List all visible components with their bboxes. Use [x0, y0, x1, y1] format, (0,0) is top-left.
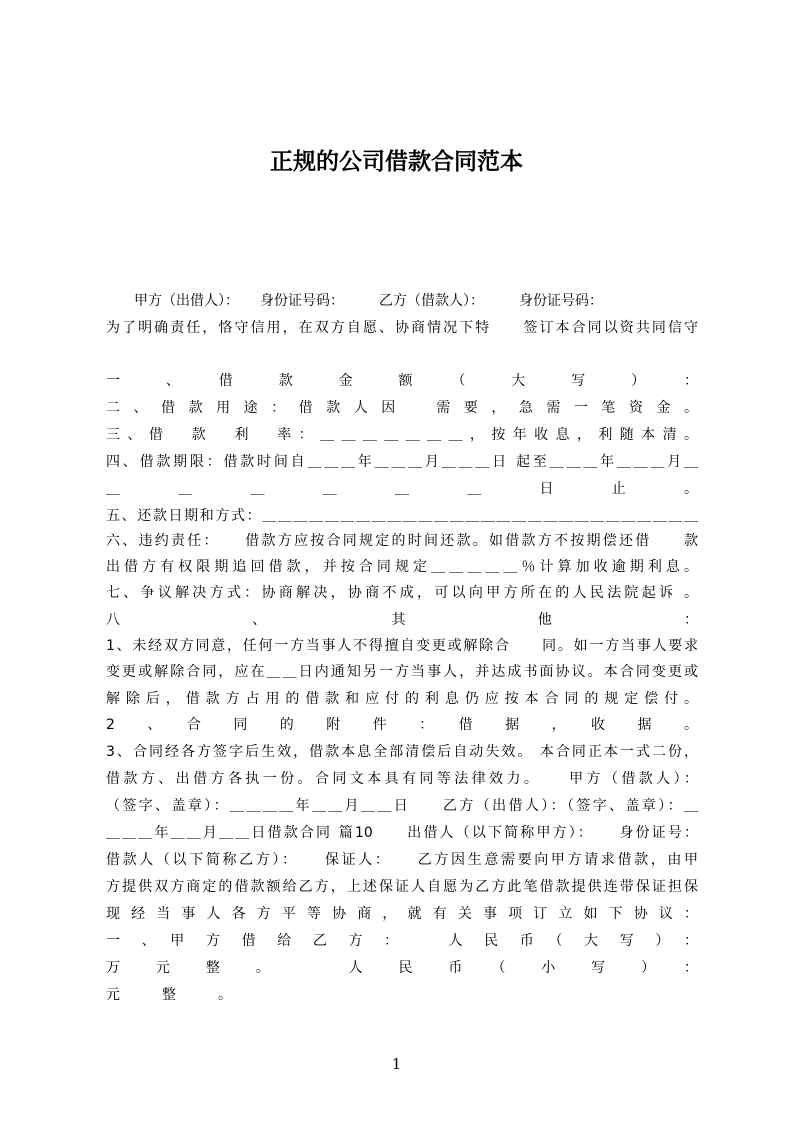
text-line-11: 七、争议解决方式：协商解决，协商不成，可以向甲方所在的人民法院起诉 。 — [106, 585, 698, 601]
text-line-21: 借款人（以下简称乙方）： 保证人： 乙方因生意需要向甲方请求借款，由甲 — [106, 852, 698, 868]
text-line-12: 八 、 其 他 ： — [106, 612, 698, 628]
text-line-7: ＿ ＿ ＿ ＿ ＿ ＿ 日 止 。 — [106, 481, 698, 497]
text-line-2: 为了明确责任，恪守信用，在双方自愿、协商情况下特 签订本合同以资共同信守 — [106, 320, 698, 336]
text-line-26: 元 整 。 — [106, 987, 232, 1003]
text-line-22: 方提供双方商定的借款额给乙方，上述保证人自愿为乙方此笔借款提供连带保证担保 — [106, 879, 698, 895]
text-line-4: 二、借款用途：借款人因 需要，急需一笔资金。 — [106, 400, 698, 416]
text-line-19: （签字、盖章）：＿＿＿＿年＿＿月＿＿日 乙方（出借人）：（签字、盖章）：＿ — [106, 798, 698, 814]
text-line-13: 1、未经双方同意，任何一方当事人不得擅自变更或解除合 同。如一方当事人要求 — [106, 638, 698, 654]
text-line-8: 五、还款日期和方式：＿＿＿＿＿＿＿＿＿＿＿＿＿＿＿＿＿＿＿＿＿＿＿＿＿＿＿＿ — [106, 508, 698, 524]
text-line-14: 变更或解除合同，应在＿＿日内通知另一方当事人，并达成书面协议。本合同变更或 — [106, 664, 698, 680]
text-line-9: 六、违约责任： 借款方应按合同规定的时间还款。如借款方不按期偿还借 款 — [106, 533, 698, 549]
text-line-5: 三、借 款 利 率：＿＿＿＿＿＿＿，按年收息，利随本清。 — [106, 427, 698, 443]
text-line-3: 一 、 借 款 金 额 （ 大 写 ） ： — [106, 373, 698, 389]
text-line-23: 现经当事人各方平等协商，就有关事项订立如下协议： — [106, 906, 698, 922]
page-number: 1 — [391, 1055, 402, 1073]
text-line-1: 甲方（出借人）： 身份证号码： 乙方（借款人）： 身份证号码： — [106, 293, 603, 309]
text-line-24: 一 、 甲 方 借 给 乙 方 ： 人 民 币 （ 大 写 ） ： — [106, 933, 698, 949]
text-line-20: ＿＿＿年＿＿月＿＿日借款合同 篇10 出借人（以下简称甲方）： 身份证号： — [106, 825, 698, 841]
text-line-16: 2 、 合 同 的 附 件 ： 借 据 ， 收 据 。 — [106, 717, 698, 733]
text-line-10: 出借方有权限期追回借款，并按合同规定＿＿＿＿＿％计算加收逾期利息。 — [106, 559, 698, 575]
text-line-25: 万 元 整 。 人 民 币 （ 小 写 ） ： — [106, 960, 698, 976]
document-title: 正规的公司借款合同范本 — [270, 149, 523, 175]
text-line-15: 解除后，借款方占用的借款和应付的利息仍应按本合同的规定偿付。 — [106, 691, 698, 707]
text-line-17: 3、合同经各方签字后生效，借款本息全部清偿后自动失效。 本合同正本一式二份， — [106, 744, 698, 760]
text-line-6: 四、借款期限：借款时间自＿＿＿年＿＿＿月＿＿＿日 起至＿＿＿年＿＿＿月＿ — [106, 454, 698, 470]
text-line-18: 借款方、出借方各执一份。合同文本具有同等法律效力。 甲方（借款人）： — [106, 771, 698, 787]
